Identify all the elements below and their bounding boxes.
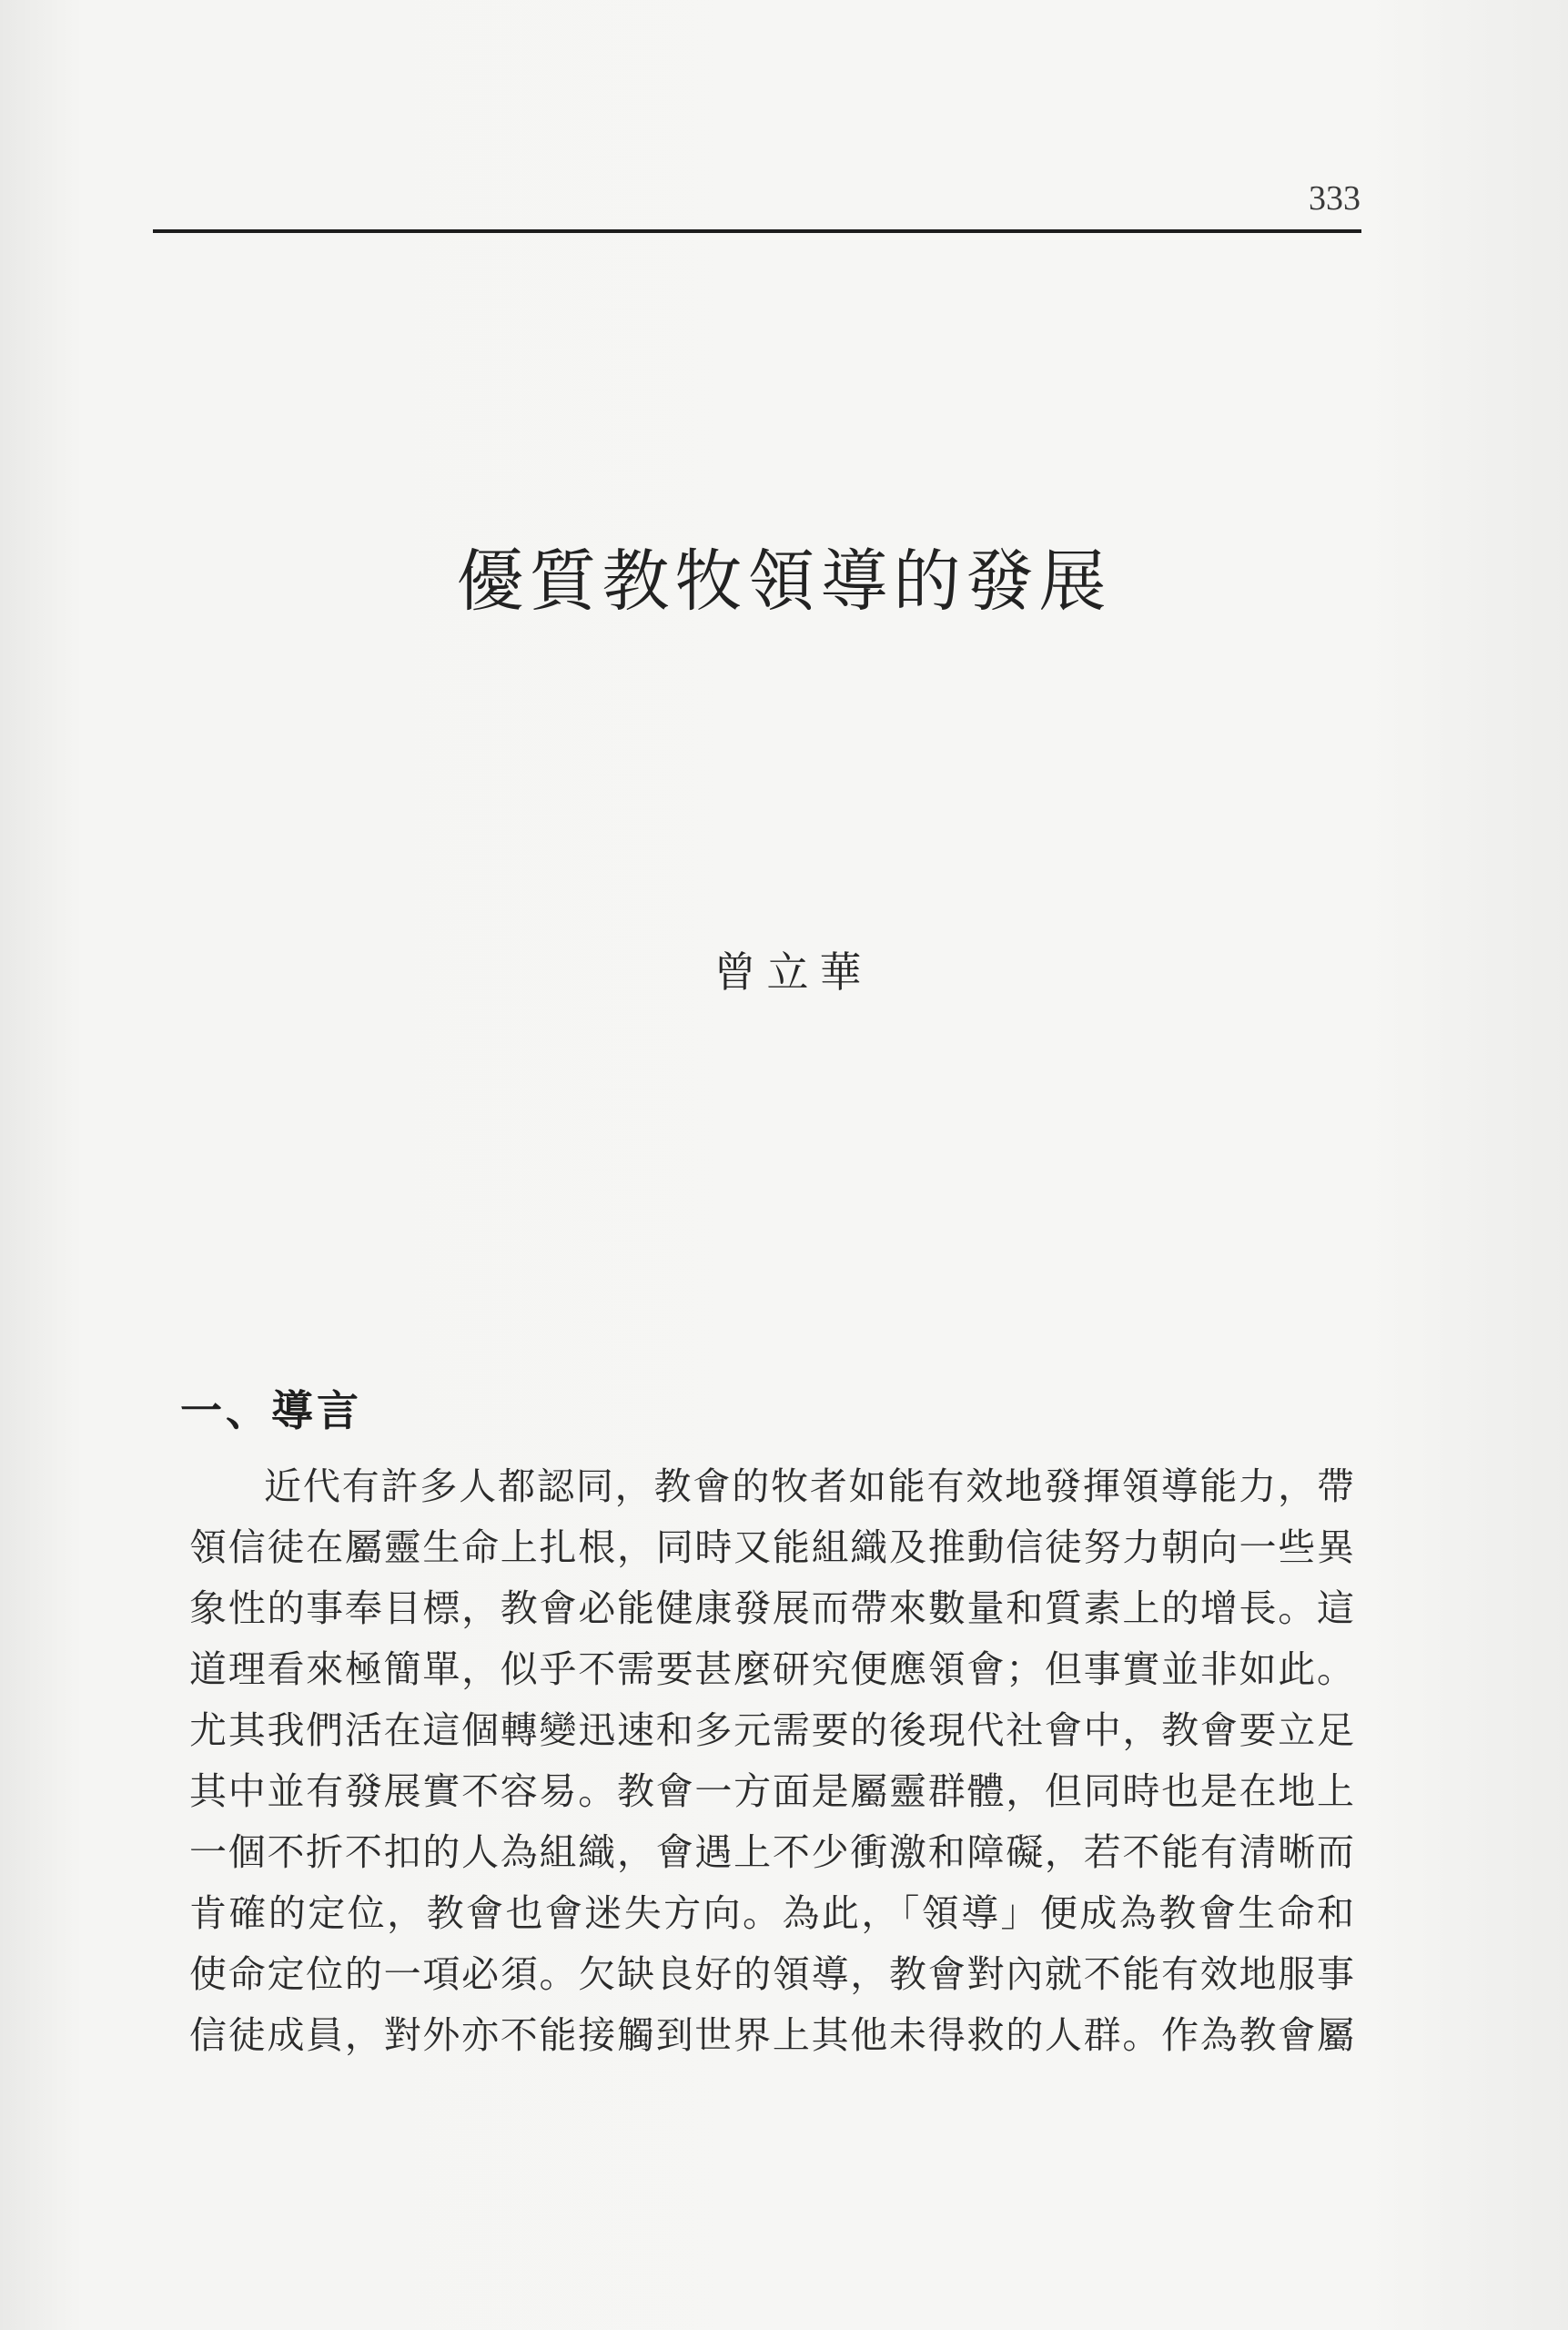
body-line: 象性的事奉目標，教會必能健康發展而帶來數量和質素上的增長。這: [189, 1586, 1354, 1630]
chapter-title: 優質教牧領導的發展: [456, 542, 1112, 621]
page-number: 333: [1309, 179, 1361, 218]
body-line: 一個不折不扣的人為組織，會遇上不少衝激和障礙，若不能有清晰而: [189, 1830, 1354, 1874]
section-heading: 一、導言: [180, 1386, 362, 1435]
body-paragraph: [189, 1456, 1354, 2066]
author-name: 曾立華: [713, 947, 873, 997]
body-line: 使命定位的一項必須。欠缺良好的領導，教會對內就不能有效地服事: [189, 1952, 1354, 1996]
body-line: 尤其我們活在這個轉變迅速和多元需要的後現代社會中，教會要立足: [189, 1708, 1354, 1752]
body-line: 肯確的定位，教會也會迷失方向。為此，「領導」便成為教會生命和: [189, 1891, 1354, 1935]
body-line: 信徒成員，對外亦不能接觸到世界上其他未得救的人群。作為教會屬: [189, 2013, 1354, 2057]
body-line: 其中並有發展實不容易。教會一方面是屬靈群體，但同時也是在地上: [189, 1769, 1354, 1813]
body-line: 近代有許多人都認同，教會的牧者如能有效地發揮領導能力，帶: [264, 1464, 1354, 1508]
body-line: 道理看來極簡單，似乎不需要甚麼研究便應領會；但事實並非如此。: [189, 1647, 1354, 1691]
body-line: 領信徒在屬靈生命上扎根，同時又能組織及推動信徒努力朝向一些異: [189, 1525, 1354, 1569]
header-rule: [153, 229, 1361, 233]
